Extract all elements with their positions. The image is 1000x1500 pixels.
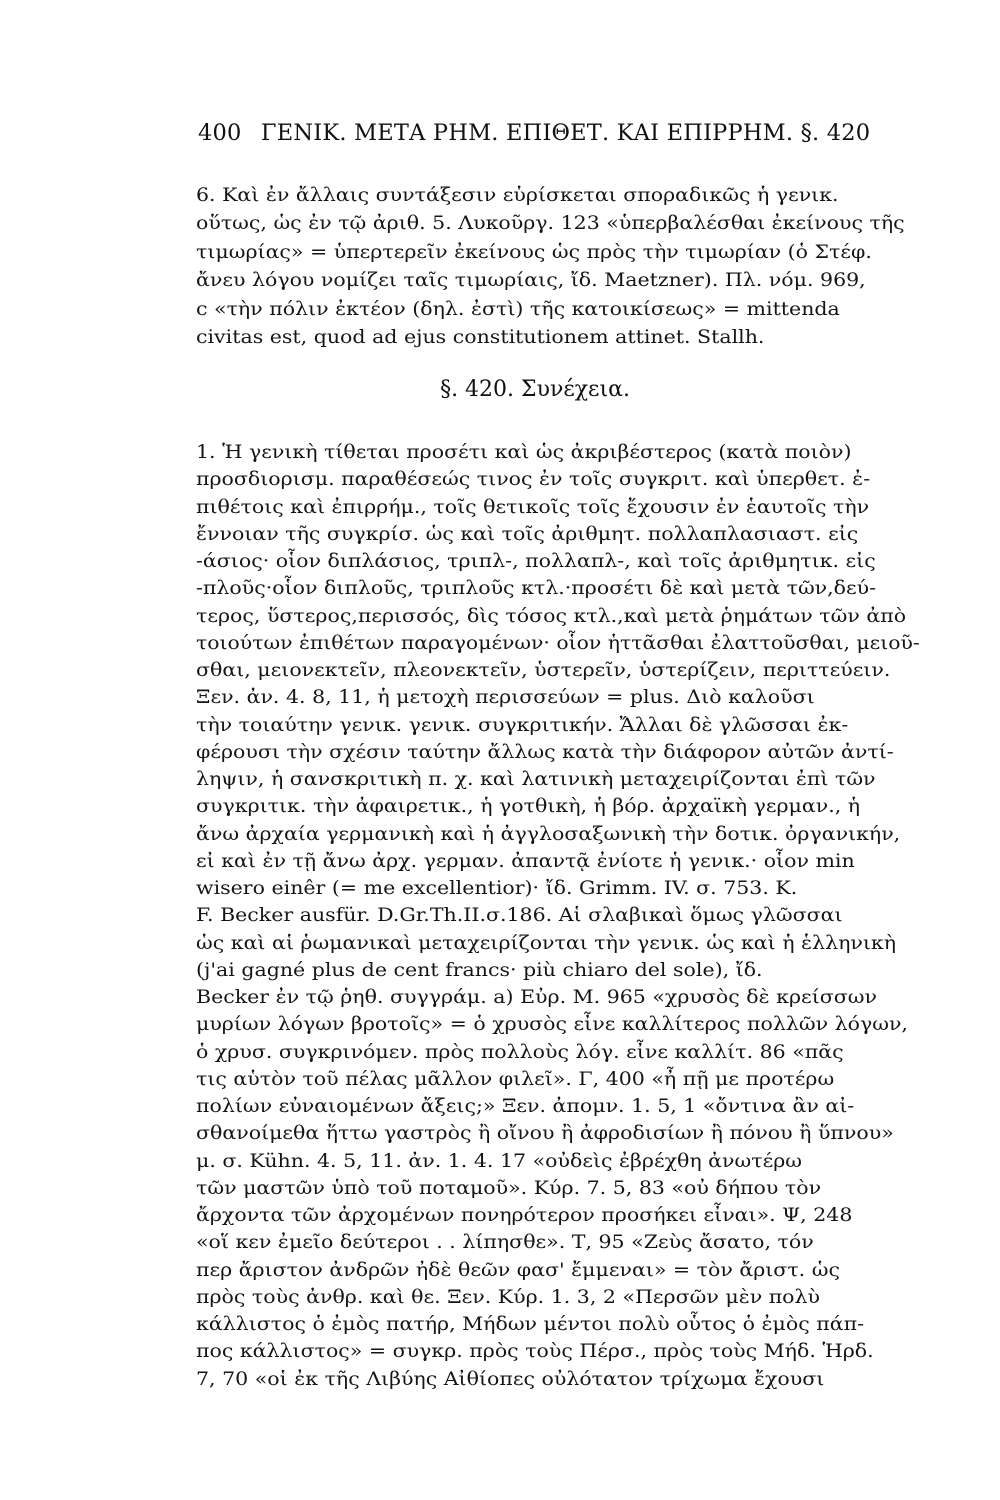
text-line: civitas est, quod ad ejus constitutionem attinet. Stallh. bbox=[196, 325, 765, 348]
text-line: σθαι, μειονεκτεῖν, πλεονεκτεῖν, ὑστερεῖν, ὑστερίζειν, περιττεύειν. bbox=[196, 659, 891, 681]
text-line: ἔννοιαν τῆς συγκρίσ. ὡς καὶ τοῖς ἀριθμητ. πολλαπλασιαστ. εἰς bbox=[196, 522, 859, 545]
text-line: τερος, ὕστερος,περισσός, δὶς τόσος κτλ.,καὶ μετὰ ῥημάτων τῶν ἀπὸ bbox=[196, 604, 907, 627]
text-line: ὁ χρυσ. συγκρινόμεν. πρὸς πολλοὺς λόγ. εἶνε καλλίτ. 86 «πᾶς bbox=[196, 1040, 844, 1063]
text-line: -πλοῦς·οἷον διπλοῦς, τριπλοῦς κτλ.·προσέτι δὲ καὶ μετὰ τῶν,δεύ- bbox=[196, 577, 877, 600]
text-line: τοιούτων ἐπιθέτων παραγομένων· οἷον ἡττᾶσθαι ἐλαττοῦσθαι, μειοῦ- bbox=[196, 631, 920, 654]
text-line: ἄρχοντα τῶν ἀρχομένων πονηρότερον προσήκει εἶναι». Ψ, 248 bbox=[196, 1204, 853, 1226]
text-line: ληψιν, ἡ σανσκριτικὴ π. χ. καὶ λατινικὴ μεταχειρίζονται ἐπὶ τῶν bbox=[196, 768, 876, 790]
text-line: οὕτως, ὡς ἐν τῷ ἀριθ. 5. Λυκοῦργ. 123 «ὑπερβαλέσθαι ἐκείνους τῆς bbox=[196, 212, 905, 235]
section-heading: §. 420. Συνέχεια. bbox=[440, 377, 630, 402]
text-line: μ. σ. Kühn. 4. 5, 11. ἀν. 1. 4. 17 «οὐδεὶς ἐβρέχθη ἀνωτέρω bbox=[196, 1149, 803, 1172]
text-line: wisero einêr (= me excellentior)· ἴδ. Grimm. IV. σ. 753. K. bbox=[196, 877, 798, 899]
text-line: κάλλιστος ὁ ἐμὸς πατήρ, Μήδων μέντοι πολὺ οὗτος ὁ ἐμὸς πάπ- bbox=[196, 1313, 865, 1335]
page-number: 400 bbox=[198, 120, 242, 146]
text-line: ἄνευ λόγου νομίζει ταῖς τιμωρίαις, ἴδ. Maetzner). Πλ. νόμ. 969, bbox=[196, 269, 866, 292]
text-line: 1. Ἡ γενικὴ τίθεται προσέτι καὶ ὡς ἀκριβέστερος (κατὰ ποιὸν) bbox=[196, 441, 852, 463]
text-line: μυρίων λόγων βροτοῖς» = ὁ χρυσὸς εἶνε καλλίτερος πολλῶν λόγων, bbox=[196, 1013, 908, 1036]
paragraph-6 bbox=[196, 181, 920, 351]
header-section-number: §. 420 bbox=[800, 120, 871, 146]
text-line: πος κάλλιστος» = συγκρ. πρὸς τοὺς Πέρσ., πρὸς τοὺς Μήδ. Ἡρδ. bbox=[196, 1340, 874, 1363]
text-line: (j'ai gagné plus de cent francs· più chiaro del sole), ἴδ. bbox=[196, 958, 763, 981]
text-line: τις αὑτὸν τοῦ πέλας μᾶλλον φιλεῖ». Γ, 400 «ἦ πῇ με προτέρω bbox=[196, 1067, 835, 1090]
text-line: τῶν μαστῶν ὑπὸ τοῦ ποταμοῦ». Κύρ. 7. 5, 83 «οὐ δήπου τὸν bbox=[196, 1176, 822, 1199]
running-title: ΓΕΝΙΚ. ΜΕΤΑ ΡΗΜ. ΕΠΙΘΕΤ. ΚΑΙ ΕΠΙΡΡΗΜ. bbox=[260, 120, 794, 146]
text-line: F. Becker ausfür. D.Gr.Th.II.σ.186. Αἱ σλαβικαὶ ὅμως γλῶσσαι bbox=[196, 904, 843, 927]
text-line: πολίων εὐναιομένων ἄξεις;» Ξεν. ἀπομν. 1. 5, 1 «ὄντινα ἂν αἰ- bbox=[196, 1095, 855, 1117]
text-line: Ξεν. ἀν. 4. 8, 11, ἡ μετοχὴ περισσεύων = plus. Διὸ καλοῦσι bbox=[196, 686, 815, 709]
running-header bbox=[198, 120, 918, 160]
text-line: c «τὴν πόλιν ἐκτέον (δηλ. ἐστὶ) τῆς κατοικίσεως» = mittenda bbox=[196, 297, 840, 320]
text-line: 7, 70 «οἱ ἐκ τῆς Λιβύης Αἰθίοπες οὐλότατον τρίχωμα ἔχουσι bbox=[196, 1367, 825, 1390]
text-line: πρὸς τοὺς ἀνθρ. καὶ θε. Ξεν. Κύρ. 1. 3, 2 «Περσῶν μὲν πολὺ bbox=[196, 1285, 821, 1308]
text-line: σθανοίμεθα ἥττω γαστρὸς ἢ οἴνου ἢ ἀφροδισίων ἢ πόνου ἢ ὕπνου» bbox=[196, 1122, 894, 1145]
text-line: ὡς καὶ αἱ ῥωμανικαὶ μεταχειρίζονται τὴν γενικ. ὡς καὶ ἡ ἑλληνικὴ bbox=[196, 931, 897, 954]
text-line: τιμωρίας» = ὑπερτερεῖν ἐκείνους ὡς πρὸς τὴν τιμωρίαν (ὁ Στέφ. bbox=[196, 240, 872, 263]
text-line: «οἵ κεν ἐμεῖο δεύτεροι . . λίπησθε». Τ, 95 «Ζεὺς ἄσατο, τόν bbox=[196, 1231, 814, 1254]
text-line: εἰ καὶ ἐν τῇ ἄνω ἀρχ. γερμαν. ἀπαντᾷ ἐνίοτε ἡ γενικ.· οἷον min bbox=[196, 849, 855, 872]
text-line: συγκριτικ. τὴν ἀφαιρετικ., ἡ γοτθικὴ, ἡ βόρ. ἀρχαϊκὴ γερμαν., ἡ bbox=[196, 795, 861, 818]
text-line: τὴν τοιαύτην γενικ. γενικ. συγκριτικήν. Ἄλλαι δὲ γλῶσσαι ἐκ- bbox=[196, 713, 849, 736]
paragraph-1 bbox=[196, 439, 920, 1393]
text-line: φέρουσι τὴν σχέσιν ταύτην ἄλλως κατὰ τὴν διάφορον αὐτῶν ἀντί- bbox=[196, 740, 894, 763]
text-line: ἄνω ἀρχαία γερμανικὴ καὶ ἡ ἀγγλοσαξωνικὴ τὴν δοτικ. ὀργανικήν, bbox=[196, 822, 901, 845]
text-line: -άσιος· οἷον διπλάσιος, τριπλ-, πολλαπλ-, καὶ τοῖς ἀριθμητικ. εἰς bbox=[196, 550, 876, 572]
text-line: προσδιορισμ. παραθέσεώς τινος ἐν τοῖς συγκριτ. καὶ ὑπερθετ. ἐ- bbox=[196, 468, 871, 491]
text-line: Becker ἐν τῷ ῥηθ. συγγράμ. a) Εὐρ. Μ. 965 «χρυσὸς δὲ κρείσσων bbox=[196, 986, 877, 1008]
text-line: 6. Καὶ ἐν ἄλλαις συντάξεσιν εὑρίσκεται σποραδικῶς ἡ γενικ. bbox=[196, 184, 839, 206]
text-line: πιθέτοις καὶ ἐπιρρήμ., τοῖς θετικοῖς τοῖς ἔχουσιν ἐν ἑαυτοῖς τὴν bbox=[196, 495, 870, 518]
text-line: περ ἄριστον ἀνδρῶν ἠδὲ θεῶν φασ' ἔμμεναι» = τὸν ἄριστ. ὡς bbox=[196, 1258, 840, 1281]
